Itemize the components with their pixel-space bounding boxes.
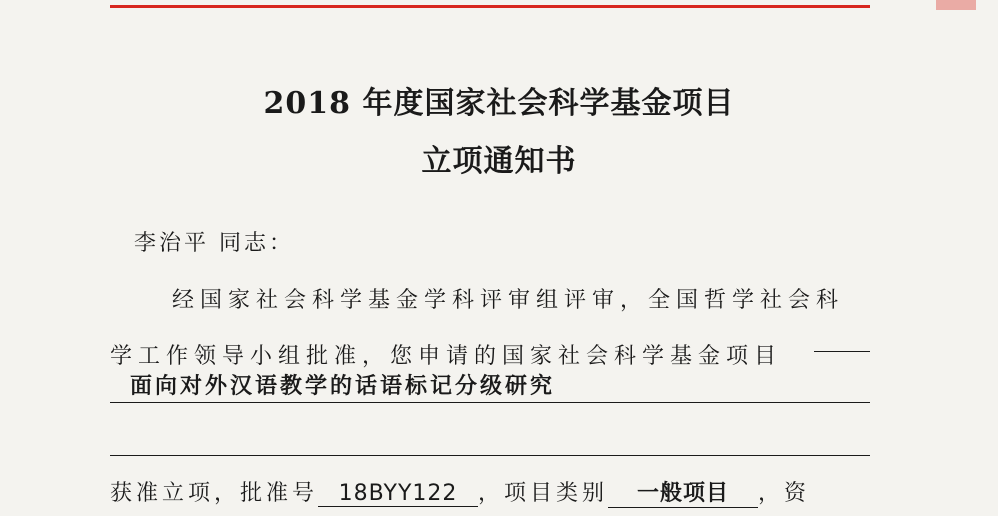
project-title-underline (110, 402, 870, 403)
document-subtitle: 立项通知书 (421, 144, 577, 179)
salutation: 李治平 同志： (134, 231, 294, 256)
trailing-text: ，资 (758, 481, 811, 506)
project-title: 面向对外汉语教学的话语标记分级研究 (130, 374, 556, 399)
red-header-mark (936, 0, 976, 10)
blank-underline (110, 455, 870, 456)
approval-prefix: 获准立项，批准号 (110, 481, 319, 506)
approval-number: 18BYY122 (318, 481, 478, 507)
body-line-2: 学工作领导小组批准，您申请的国家社会科学基金项目 (110, 344, 783, 369)
document-title: 2018 年度国家社会科学基金项目 (263, 86, 735, 121)
red-header-rule (110, 5, 870, 8)
project-category: 一般项目 (608, 476, 758, 508)
fill-in-underline (814, 351, 870, 352)
approval-line (110, 476, 810, 508)
category-prefix: ，项目类别 (478, 481, 609, 506)
body-line-1: 经国家社会科学基金学科评审组评审，全国哲学社会科 (172, 288, 845, 313)
